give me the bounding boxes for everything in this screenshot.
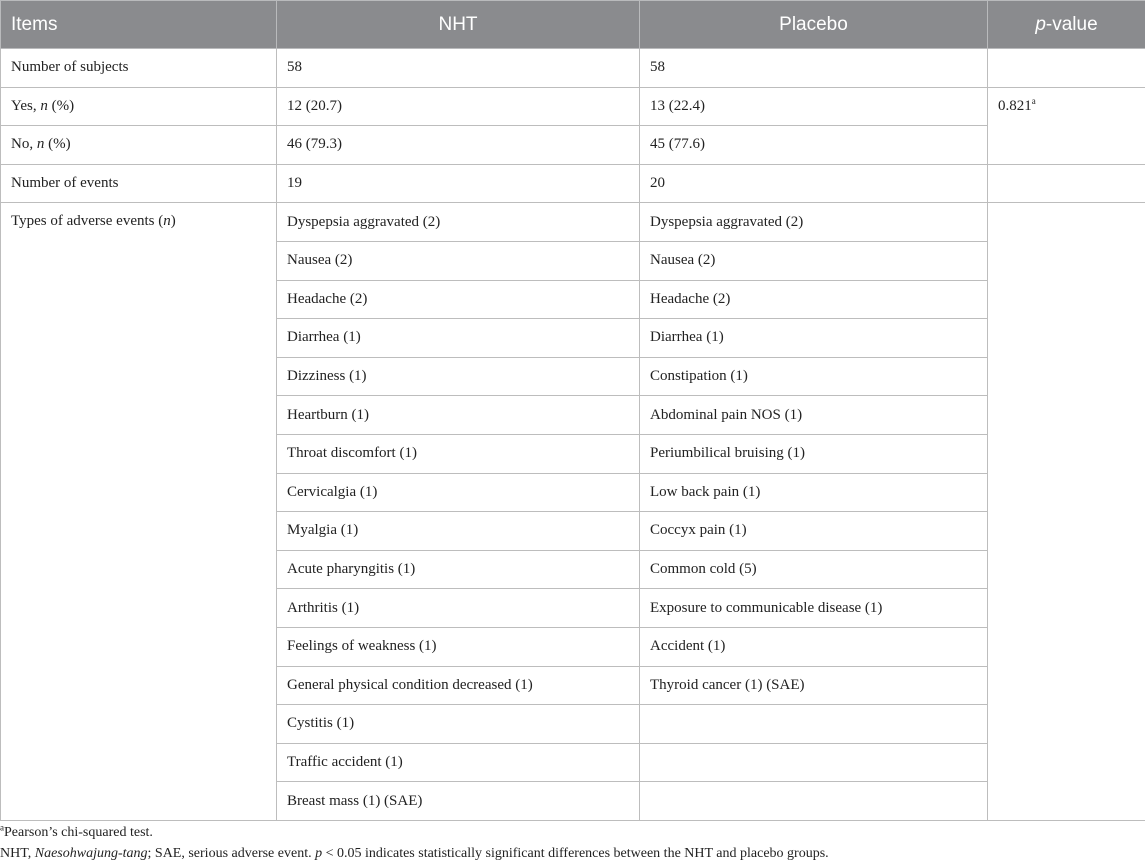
header-pvalue-rest: -value — [1045, 13, 1098, 35]
placebo-event-cell — [640, 705, 988, 744]
placebo-event-cell: Low back pain (1) — [640, 473, 988, 512]
nht-event-cell: Diarrhea (1) — [277, 319, 640, 358]
header-items: Items — [1, 1, 277, 49]
pvalue-cell — [988, 203, 1145, 821]
adverse-label-suffix: ) — [170, 213, 176, 230]
placebo-event-cell: Exposure to communicable disease (1) — [640, 589, 988, 628]
placebo-event-cell: Common cold (5) — [640, 550, 988, 589]
nht-event-cell: Cervicalgia (1) — [277, 473, 640, 512]
row-label: Number of events — [1, 164, 277, 203]
pvalue-cell — [988, 49, 1145, 88]
placebo-event-cell: Periumbilical bruising (1) — [640, 434, 988, 473]
table-row — [1, 126, 1145, 165]
placebo-cell: 45 (77.6) — [640, 126, 988, 165]
placebo-event-cell: Constipation (1) — [640, 357, 988, 396]
table-row — [1, 87, 1145, 126]
footnote-test — [0, 822, 153, 841]
footnote-text: < 0.05 indicates statistically significant differences between the NHT and placebo groups. — [322, 846, 829, 861]
nht-event-cell: Throat discomfort (1) — [277, 434, 640, 473]
nht-event-cell: Traffic accident (1) — [277, 743, 640, 782]
table-header — [1, 1, 1145, 49]
nht-cell: 12 (20.7) — [277, 87, 640, 126]
row-label-n: n — [40, 97, 48, 114]
placebo-event-cell: Dyspepsia aggravated (2) — [640, 203, 988, 242]
nht-event-cell: Nausea (2) — [277, 241, 640, 280]
header-nht: NHT — [277, 1, 640, 49]
nht-event-cell: Heartburn (1) — [277, 396, 640, 435]
footnote-mark: a — [0, 822, 4, 833]
placebo-event-cell: Coccyx pain (1) — [640, 512, 988, 551]
footnote-italic-name: Naesohwajung-tang — [34, 846, 148, 861]
nht-cell: 19 — [277, 164, 640, 203]
pvalue-cell — [988, 87, 1145, 164]
adverse-event-row — [1, 203, 1145, 242]
nht-event-cell: Acute pharyngitis (1) — [277, 550, 640, 589]
row-label: Number of subjects — [1, 49, 277, 88]
nht-cell: 58 — [277, 49, 640, 88]
row-label-suffix: (%) — [47, 97, 75, 114]
pvalue-footnote-mark: a — [1031, 95, 1036, 106]
footnote-abbreviations — [0, 846, 829, 862]
placebo-event-cell: Nausea (2) — [640, 241, 988, 280]
nht-event-cell: Myalgia (1) — [277, 512, 640, 551]
row-label — [1, 126, 277, 165]
footnote-italic-p: p — [315, 846, 323, 861]
header-pvalue — [988, 1, 1145, 49]
placebo-event-cell: Thyroid cancer (1) (SAE) — [640, 666, 988, 705]
adverse-label-text: Types of adverse events ( — [11, 213, 164, 230]
header-pvalue-p: p — [1035, 13, 1046, 35]
footnote-text: NHT, — [0, 846, 35, 861]
nht-event-cell: Breast mass (1) (SAE) — [277, 782, 640, 821]
pvalue-number: 0.821 — [998, 97, 1032, 114]
adverse-events-label — [1, 203, 277, 821]
nht-event-cell: Feelings of weakness (1) — [277, 627, 640, 666]
placebo-event-cell: Headache (2) — [640, 280, 988, 319]
nht-event-cell: Dizziness (1) — [277, 357, 640, 396]
adverse-label-n: n — [163, 213, 171, 230]
placebo-event-cell: Accident (1) — [640, 627, 988, 666]
placebo-event-cell — [640, 743, 988, 782]
placebo-event-cell: Diarrhea (1) — [640, 319, 988, 358]
table-body — [1, 49, 1145, 203]
row-label-text: No, — [11, 136, 37, 153]
nht-event-cell: Headache (2) — [277, 280, 640, 319]
nht-event-cell: Arthritis (1) — [277, 589, 640, 628]
table-row — [1, 49, 1145, 88]
pvalue-cell — [988, 164, 1145, 203]
row-label-text: Yes, — [11, 97, 41, 114]
row-label — [1, 87, 277, 126]
placebo-event-cell — [640, 782, 988, 821]
nht-cell: 46 (79.3) — [277, 126, 640, 165]
table-row — [1, 164, 1145, 203]
nht-event-cell: Dyspepsia aggravated (2) — [277, 203, 640, 242]
header-row — [1, 1, 1145, 49]
nht-event-cell: Cystitis (1) — [277, 705, 640, 744]
footnote-text: ; SAE, serious adverse event. — [147, 846, 316, 861]
placebo-cell: 58 — [640, 49, 988, 88]
row-label-n: n — [36, 136, 45, 153]
placebo-cell: 13 (22.4) — [640, 87, 988, 126]
adverse-events-body — [1, 203, 1145, 821]
nht-event-cell: General physical condition decreased (1) — [277, 666, 640, 705]
placebo-event-cell: Abdominal pain NOS (1) — [640, 396, 988, 435]
header-placebo: Placebo — [640, 1, 988, 49]
footnote-test-text: Pearson’s chi-squared test. — [4, 825, 153, 840]
row-label-suffix: (%) — [44, 136, 71, 153]
placebo-cell: 20 — [640, 164, 988, 203]
